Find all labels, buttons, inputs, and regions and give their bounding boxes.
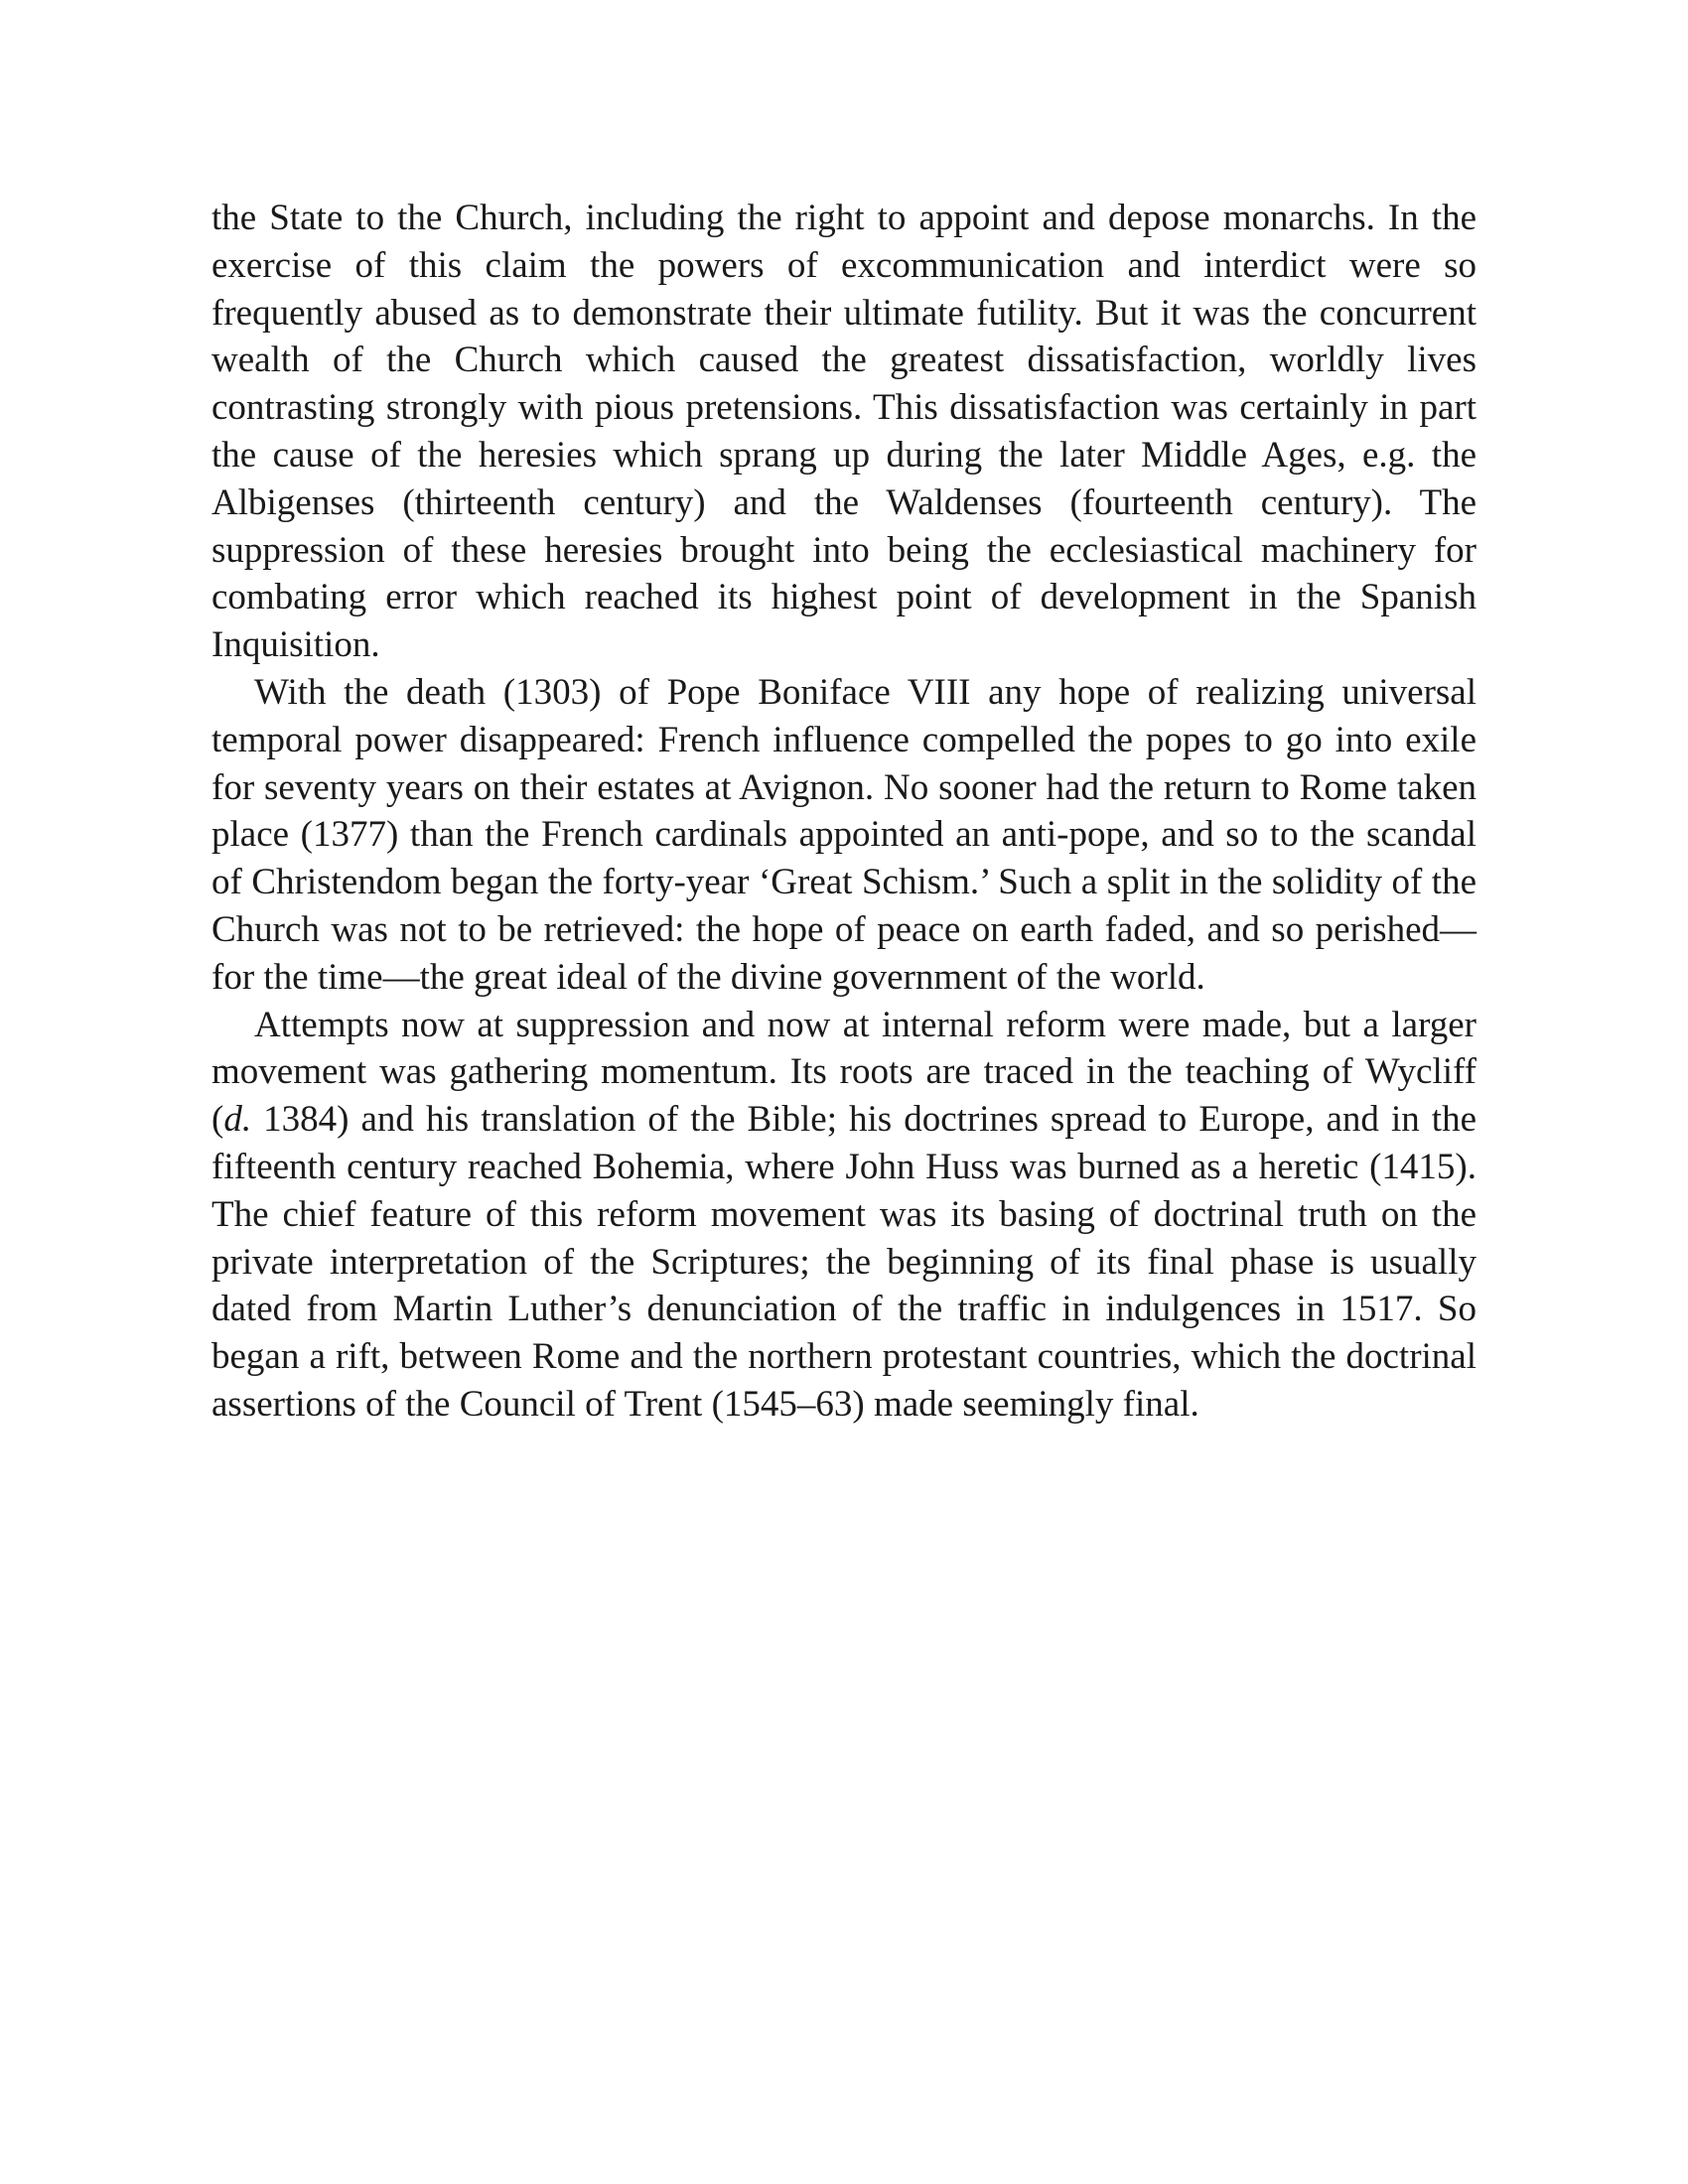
italic-abbreviation: d.	[223, 1099, 252, 1141]
paragraph-text: the State to the Church, including the right to appoint and depose monarchs. In the exercise of this claim the powers of excommunication and interdict were so frequently abused as to demonstrate their ultimate futility. But it was the concurrent wealth of the Church which caused the greatest dissatisfaction, worldly lives contrasting strongly with pious pretensions. This dissatisfaction was certainly in part the cause of the heresies which sprang up during the later Middle Ages, e.g. the Albigenses (thirteenth century) and the Waldenses (fourteenth century). The suppression of these heresies brought into being the ecclesiastical machinery for combating error which reached its highest point of development in the Spanish Inquisition.	[211, 198, 1477, 666]
paragraph-1	[211, 195, 1477, 669]
body-text	[211, 195, 1477, 1429]
paragraph-text: With the death (1303) of Pope Boniface VIII any hope of realizing universal temporal power disappeared: French influence compelled the popes to go into exile for seventy years on their estates at Avignon. No sooner had the return to Rome taken place (1377) than the French cardinals appointed an anti-pope, and so to the scandal of Christendom began the forty-year ‘Great Schism.’ Such a split in the solidity of the Church was not to be retrieved: the hope of peace on earth faded, and so perished—for the time—the great ideal of the divine government of the world.	[211, 671, 1477, 998]
paragraph-2	[211, 669, 1477, 1002]
paragraph-text: Attempts now at suppression and now at internal reform were made, but a larger movement was gathering momentum. Its roots are traced in the teaching of Wycliff (	[211, 1004, 1477, 1141]
paragraph-3	[211, 1002, 1477, 1429]
paragraph-text: 1384) and his translation of the Bible; his doctrines spread to Europe, and in the fifteenth century reached Bohemia, where John Huss was burned as a heretic (1415). The chief feature of this reform movement was its basing of doctrinal truth on the private interpretation of the Scriptures; the beginning of its final phase is usually dated from Martin Luther’s denunciation of the traffic in indulgences in 1517. So began a rift, between Rome and the northern protestant countries, which the doctrinal assertions of the Council of Trent (1545–63) made seemingly final.	[211, 1099, 1477, 1425]
